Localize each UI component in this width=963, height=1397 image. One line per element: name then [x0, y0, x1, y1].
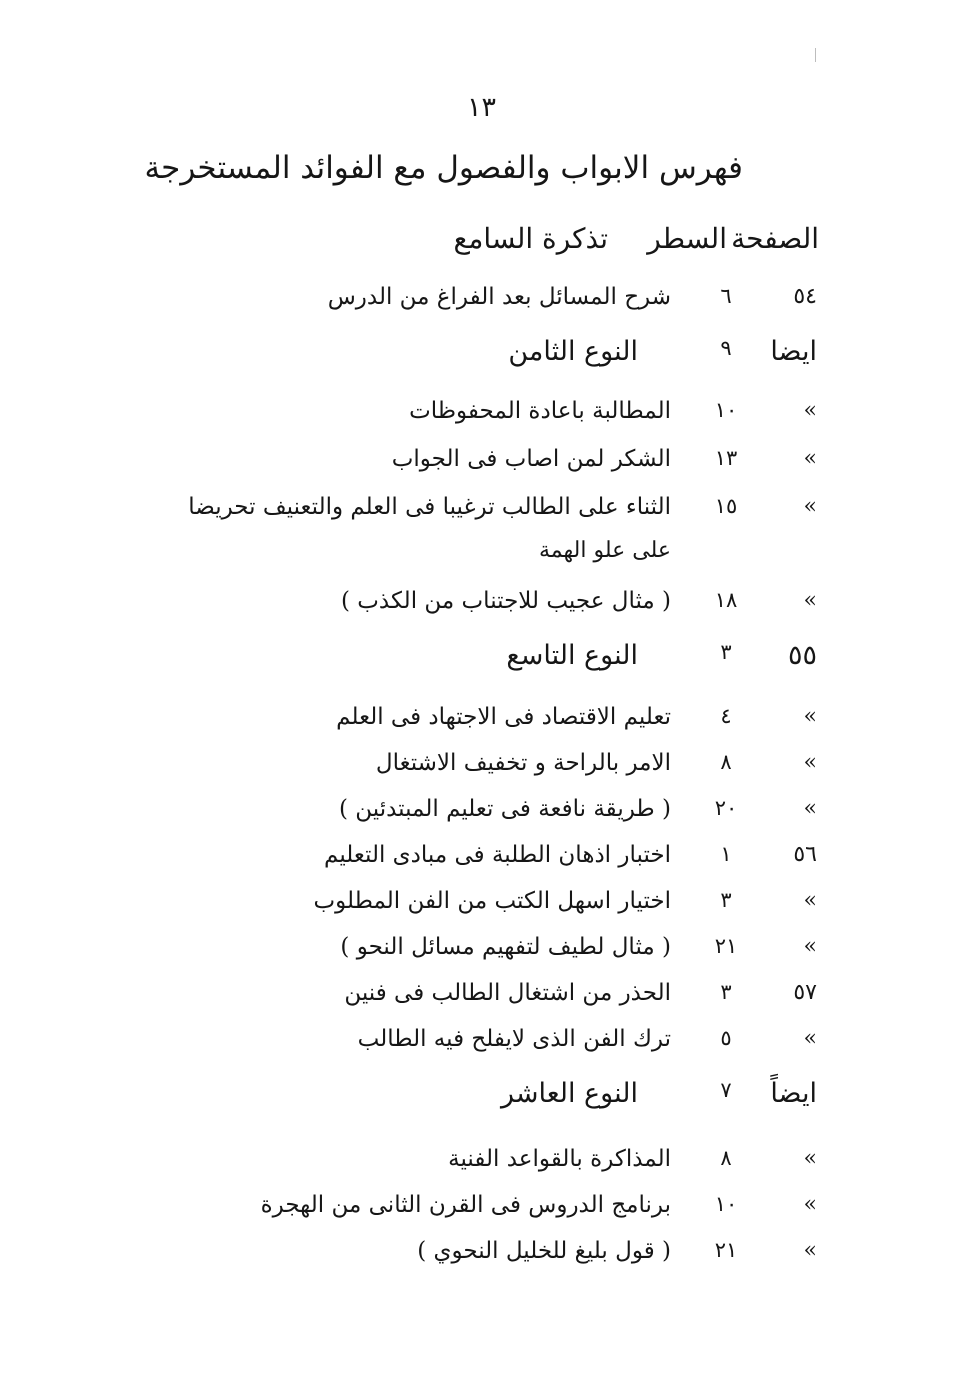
row-text: الثناء على الطالب ترغيبا فى العلم والتعنيف تحريضا — [188, 494, 671, 520]
row-page: ٥٧ — [793, 980, 817, 1005]
row-text: ( مثال عجيب للاجتناب من الكذب ) — [340, 588, 671, 614]
row-page: » — [803, 750, 817, 775]
row-text: اختيار اسهل الكتب من الفن المطلوب — [313, 888, 671, 914]
row-line: ٣ — [720, 888, 732, 912]
row-line: ١٣ — [714, 446, 738, 470]
column-header-line: السطر — [647, 222, 727, 255]
row-page: » — [803, 796, 817, 821]
row-line: ٢٠ — [714, 796, 738, 820]
index-row — [0, 494, 963, 538]
column-header-page: الصفحة — [731, 222, 819, 255]
row-page: » — [803, 1146, 817, 1171]
row-page: » — [803, 494, 817, 519]
row-text: ( قول بليغ للخليل النحوي ) — [417, 1238, 671, 1264]
index-row — [0, 446, 963, 490]
index-row — [0, 284, 963, 328]
row-line: ٦ — [720, 284, 732, 308]
index-row — [0, 588, 963, 632]
margin-mark — [815, 48, 816, 62]
row-line: ٨ — [720, 750, 732, 774]
row-text: الشكر لمن اصاب فى الجواب — [391, 446, 671, 472]
row-line: ١٠ — [714, 398, 738, 422]
row-text: شرح المسائل بعد الفراغ من الدرس — [327, 284, 671, 310]
row-text: الحذر من اشتغال الطالب فى فنين — [344, 980, 671, 1006]
page-number: ١٣ — [466, 92, 496, 123]
row-line: ١ — [720, 842, 732, 866]
row-page: ٥٥ — [787, 640, 817, 671]
section-heading: النوع العاشر — [500, 1078, 638, 1109]
row-page: » — [803, 888, 817, 913]
section-heading: النوع التاسع — [506, 640, 638, 671]
row-line: ٨ — [720, 1146, 732, 1170]
index-row — [0, 398, 963, 442]
row-page: ايضا — [770, 336, 817, 367]
row-line: ١٠ — [714, 1192, 738, 1216]
row-line: ٧ — [720, 1078, 732, 1102]
row-text: ترك الفن الذى لايفلح فيه الطالب — [357, 1026, 671, 1052]
row-text: تعليم الاقتصاد فى الاجتهاد فى العلم — [336, 704, 671, 730]
row-page: » — [803, 588, 817, 613]
row-line: ١٨ — [714, 588, 738, 612]
row-page: ٥٤ — [793, 284, 817, 309]
row-line: ١٥ — [714, 494, 738, 518]
row-page: » — [803, 1192, 817, 1217]
index-row — [0, 842, 963, 886]
index-row — [0, 934, 963, 978]
row-page: ايضاً — [770, 1078, 817, 1109]
row-text: المذاكرة بالقواعد الفنية — [448, 1146, 671, 1172]
section-heading: النوع الثامن — [508, 336, 638, 367]
row-line: ٢١ — [714, 934, 738, 958]
index-row — [0, 1026, 963, 1070]
row-page: » — [803, 446, 817, 471]
row-line: ٣ — [720, 640, 732, 664]
row-page: » — [803, 934, 817, 959]
section-heading-row — [0, 640, 963, 684]
section-heading-row — [0, 336, 963, 380]
row-text: ( طريقة نافعة فى تعليم المبتدئين ) — [338, 796, 671, 822]
row-page: » — [803, 1026, 817, 1051]
column-header-section: تذكرة السامع — [453, 222, 608, 255]
index-row — [0, 1238, 963, 1282]
row-page: » — [803, 1238, 817, 1263]
row-text: الامر بالراحة و تخفيف الاشتغال — [375, 750, 671, 776]
row-line: ٤ — [720, 704, 732, 728]
row-line: ٣ — [720, 980, 732, 1004]
row-text: ( مثال لطيف لتفهيم مسائل النحو ) — [340, 934, 671, 960]
row-text: المطالبة باعادة المحفوظات — [409, 398, 671, 424]
index-title: فهرس الابواب والفصول مع الفوائد المستخرجة — [144, 150, 743, 186]
row-text: برنامج الدروس فى القرن الثانى من الهجرة — [260, 1192, 671, 1218]
index-row — [0, 1146, 963, 1190]
row-line: ٥ — [720, 1026, 732, 1050]
index-row — [0, 1192, 963, 1236]
index-row — [0, 888, 963, 932]
index-row — [0, 980, 963, 1024]
section-heading-row — [0, 1078, 963, 1122]
row-page: ٥٦ — [793, 842, 817, 867]
row-text: اختبار اذهان الطلبة فى مبادى التعليم — [324, 842, 671, 868]
index-row — [0, 796, 963, 840]
row-page: » — [803, 398, 817, 423]
row-line: ٢١ — [714, 1238, 738, 1262]
index-row — [0, 750, 963, 794]
row-text-continuation: على علو الهمة — [539, 538, 671, 563]
row-page: » — [803, 704, 817, 729]
index-row — [0, 704, 963, 748]
row-line: ٩ — [720, 336, 732, 360]
